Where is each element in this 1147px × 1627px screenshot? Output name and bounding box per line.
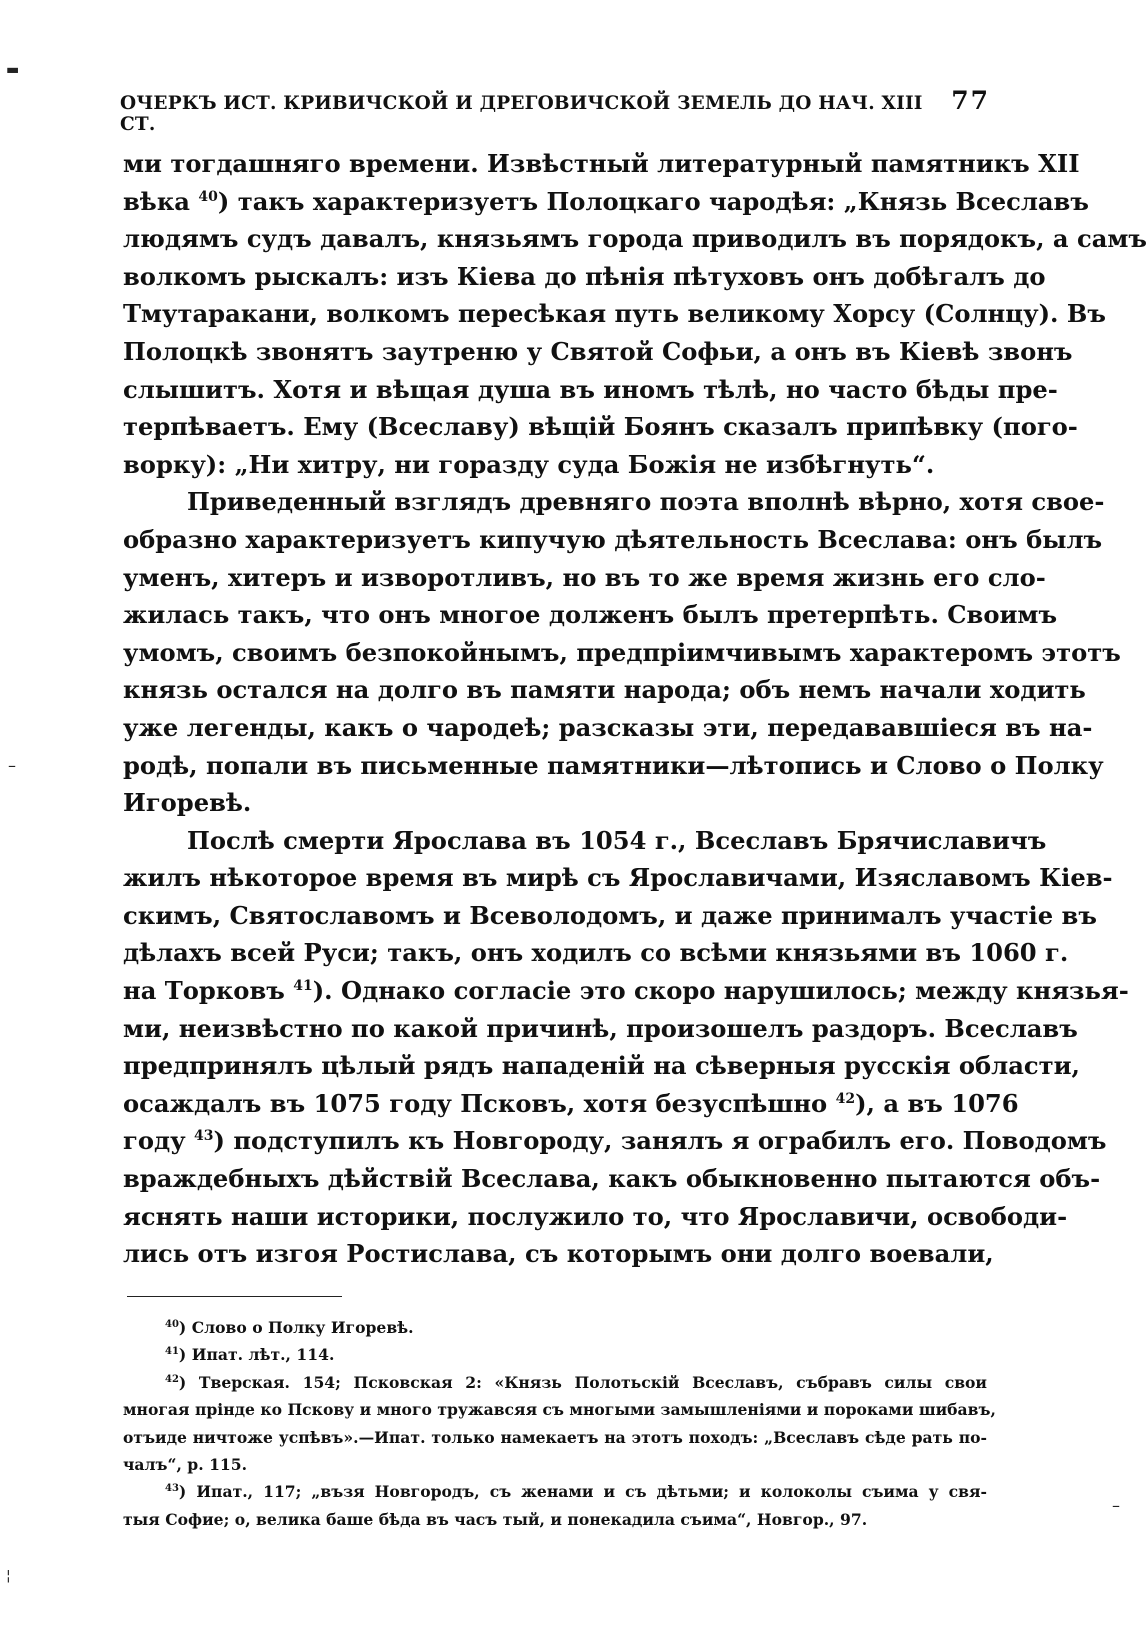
- text-line: ми, неизвѣстно по какой причинѣ, произошелъ раздоръ. Всеславъ: [123, 1013, 1078, 1043]
- text-line: родѣ, попали въ письменные памятники—лѣтопись и Слово о Полку: [123, 750, 1104, 780]
- text-line: слышитъ. Хотя и вѣщая душа въ иномъ тѣлѣ, но часто бѣды пре-: [123, 374, 1058, 404]
- footnote-42: $^{42}$) Тверская. 154; Псковская 2: «Князь Полотьскій Всеславъ, събравъ силы свои: [165, 1372, 987, 1392]
- text-line: враждебныхъ дѣйствій Всеслава, какъ обыкновенно пытаются объ-: [123, 1164, 1101, 1194]
- text-line: уменъ, хитеръ и изворотливъ, но въ то же время жизнь его сло-: [123, 562, 1046, 592]
- text-line: Игоревѣ.: [123, 788, 252, 818]
- margin-tick-mark: ¦: [6, 1568, 11, 1584]
- main-text: [123, 145, 1147, 1273]
- footnote-41: $^{41}$) Ипат. лѣт., 114.: [165, 1345, 335, 1365]
- text-line: умомъ, своимъ безпокойнымъ, предпріимчивымъ характеромъ этотъ: [123, 637, 1121, 667]
- text-line: дѣлахъ всей Руси; такъ, онъ ходилъ со всѣми князьями въ 1060 г.: [123, 938, 1069, 968]
- text-line: Тмутаракани, волкомъ пересѣкая путь великому Хорсу (Солнцу). Въ: [123, 299, 1106, 329]
- footnote-line: чалъ“, р. 115.: [123, 1454, 248, 1474]
- footnote-line: отъиде ничтоже успѣвъ».—Ипат. только намекаетъ на этотъ походъ: „Всеславъ сѣде рать по-: [123, 1427, 987, 1447]
- text-line: жилась такъ, что онъ многое долженъ былъ претерпѣть. Своимъ: [123, 600, 1057, 630]
- text-line: скимъ, Святославомъ и Всеволодомъ, и даже принималъ участіе въ: [123, 900, 1097, 930]
- text-line: ми тогдашняго времени. Извѣстный литературный памятникъ XII: [123, 149, 1080, 178]
- footnotes: [123, 1314, 996, 1533]
- text-line: ворку): „Ни хитру, ни горазду суда Божія не избѣгнуть“.: [123, 449, 935, 479]
- footnote-line: тыя Софие; о, велика баше бѣда въ часъ тый, и понекадила съима“, Новгор., 97.: [123, 1509, 868, 1529]
- footnote-ref-40: 40: [198, 188, 218, 205]
- footnote-ref-41: 41: [293, 978, 313, 994]
- text-line: образно характеризуетъ кипучую дѣятельность Всеслава: онъ былъ: [123, 524, 1103, 554]
- text-line: терпѣваетъ. Ему (Всеславу) вѣщій Боянъ сказалъ припѣвку (пого-: [123, 412, 1078, 442]
- text-line: осаждалъ въ 1075 году Псковъ, хотя безуспѣшно $^{42}$), а въ 1076: [123, 1088, 1019, 1118]
- running-header: [120, 86, 990, 135]
- margin-dash-mark: ▬: [6, 62, 20, 78]
- text-line: вѣка $^{40}$) такъ характеризуетъ Полоцкаго чародѣя: „Князь Всеславъ: [123, 186, 1089, 216]
- text-line: жилъ нѣкоторое время въ мирѣ съ Ярославичами, Изяславомъ Кіев-: [123, 863, 1113, 893]
- text-line: людямъ судъ давалъ, князьямъ города приводилъ въ порядокъ, а самъ: [123, 224, 1147, 254]
- margin-dash-mark: –: [8, 756, 16, 775]
- paragraph-first-line: Приведенный взглядъ древняго поэта вполнѣ вѣрно, хотя свое-: [187, 487, 1105, 517]
- text-line: Полоцкѣ звонятъ заутреню у Святой Софьи, а онъ въ Кіевѣ звонъ: [123, 336, 1073, 366]
- text-line: яснять наши историки, послужило то, что Ярославичи, освободи-: [123, 1201, 1068, 1231]
- margin-dash-mark: –: [1112, 1496, 1120, 1515]
- text-line: на Торковъ $^{41}$). Однако согласіе это скоро нарушилось; между князья-: [123, 976, 1129, 1006]
- paragraph-first-line: Послѣ смерти Ярослава въ 1054 г., Всеславъ Брячиславичъ: [187, 825, 1047, 855]
- text-line: году $^{43}$) подступилъ къ Новгороду, занялъ я ограбилъ его. Поводомъ: [123, 1126, 1107, 1156]
- text-line: князь остался на долго въ памяти народа; объ немъ начали ходить: [123, 675, 1086, 705]
- footnote-ref-42: 42: [835, 1090, 856, 1107]
- text-line: лись отъ изгоя Ростислава, съ которымъ они долго воевали,: [123, 1239, 994, 1269]
- page-number: 77: [951, 86, 990, 115]
- footnote-ref-43: 43: [193, 1128, 214, 1145]
- text-line: предпринялъ цѣлый рядъ нападеній на сѣверныя русскія области,: [123, 1051, 1080, 1081]
- footnote-40: $^{40}$) Слово о Полку Игоревѣ.: [165, 1318, 414, 1337]
- footnote-43: $^{43}$) Ипат., 117; „възя Новгородъ, съ женами и съ дѣтьми; и колоколы съима у свя-: [165, 1482, 987, 1502]
- footnote-divider: [127, 1296, 342, 1297]
- text-line: уже легенды, какъ о чародеѣ; разсказы эти, передававшіеся въ на-: [123, 712, 1093, 742]
- footnote-line: многая прінде ко Пскову и много тружавсяя съ многыми замышленіями и пороками шибавъ,: [123, 1400, 996, 1420]
- text-line: волкомъ рыскалъ: изъ Кіева до пѣнія пѣтуховъ онъ добѣгалъ до: [123, 261, 1046, 291]
- running-title: ОЧЕРКЪ ИСТ. КРИВИЧСКОЙ И ДРЕГОВИЧСКОЙ ЗЕМЕЛЬ ДО НАЧ. XIII СТ.: [120, 93, 923, 135]
